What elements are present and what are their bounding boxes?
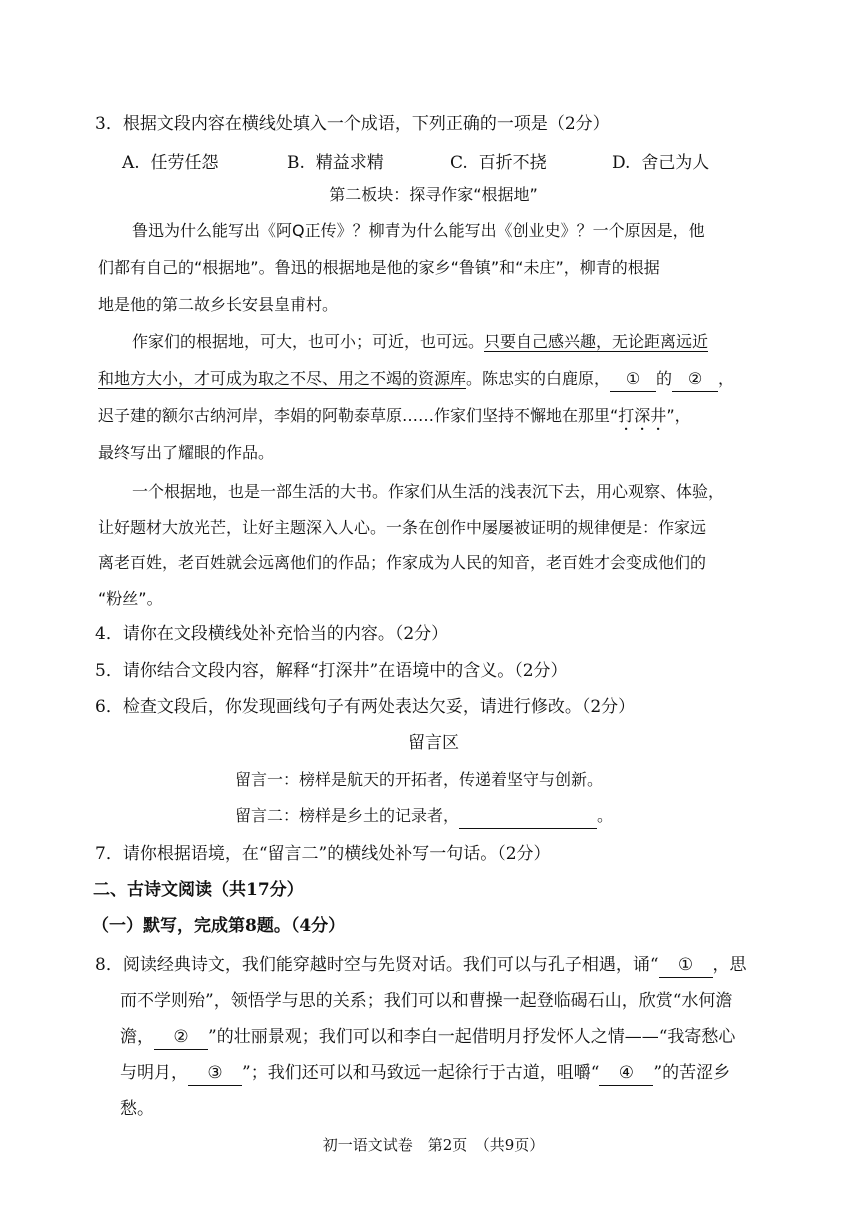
question-7: 7．请你根据语境，在“留言二”的横线处补写一句话。（2分） <box>95 844 551 864</box>
option-b: B. 精益求精 <box>287 153 384 173</box>
paragraph-3-line-3: 离老百姓，老百姓就会远离他们的作品；作家成为人民的知音，老百姓才会变成他们的 <box>98 553 707 572</box>
section-2-title: 第二板块：探寻作家“根据地” <box>329 185 538 204</box>
blank-1[interactable]: ① <box>610 367 656 392</box>
question-4: 4．请你在文段横线处补充恰当的内容。（2分） <box>95 624 449 644</box>
paragraph-3-line-4: “粉丝”。 <box>98 589 163 608</box>
question-8-line-3: 澹， ② ”的壮丽景观；我们可以和李白一起借明月抒发怀人之情——“我寄愁心 <box>120 1025 735 1050</box>
paragraph-3-line-1: 一个根据地，也是一部生活的大书。作家们从生活的浅表沉下去，用心观察、体验， <box>132 482 725 501</box>
blank-2[interactable]: ② <box>672 367 718 392</box>
message-2: 留言二：榜样是乡土的记录者， 。 <box>235 804 613 829</box>
underlined-sentence-part-2: 和地方大小，才可成为取之不尽、用之不竭的资源库 <box>98 369 467 388</box>
question-8-line-4: 与明月， ③ ”；我们还可以和马致远一起徐行于古道，咀嚼“ ④ ”的苦涩乡 <box>120 1061 730 1086</box>
question-8-line-1: 8．阅读经典诗文，我们能穿越时空与先贤对话。我们可以与孔子相遇，诵“ ① ，思 <box>95 953 747 978</box>
question-8-line-2: 而不学则殆”，领悟学与思的关系；我们可以和曹操一起登临碣石山，欣赏“水何澹 <box>120 991 733 1011</box>
paragraph-2-line-2: 和地方大小，才可成为取之不尽、用之不竭的资源库。陈忠实的白鹿原， ① 的 ② ， <box>98 367 734 392</box>
paragraph-1-line-3: 地是他的第二故乡长安县皇甫村。 <box>98 295 339 314</box>
paragraph-2-line-3: 迟子建的额尔古纳河岸，李娟的阿勒泰草原……作家们坚持不懈地在那里“打深井”， <box>98 406 691 425</box>
option-a: A. 任劳任怨 <box>122 153 219 173</box>
subsection-1-title: （一）默写，完成第8题。（4分） <box>92 916 346 936</box>
option-c: C. 百折不挠 <box>450 153 547 173</box>
part-2-title: 二、古诗文阅读（共17分） <box>93 880 304 900</box>
q8-blank-2[interactable]: ② <box>154 1025 208 1050</box>
option-d: D. 舍己为人 <box>612 153 710 173</box>
message-1: 留言一：榜样是航天的开拓者，传递着坚守与创新。 <box>235 770 604 789</box>
paragraph-1-line-1: 鲁迅为什么能写出《阿Q正传》？柳青为什么能写出《创业史》？一个原因是，他 <box>132 221 705 240</box>
paragraph-2-line-4: 最终写出了耀眼的作品。 <box>98 443 275 462</box>
question-8-line-5: 愁。 <box>120 1099 154 1119</box>
q8-blank-3[interactable]: ③ <box>188 1061 242 1086</box>
question-5: 5．请你结合文段内容，解释“打深井”在语境中的含义。（2分） <box>95 661 568 681</box>
paragraph-1-line-2: 们都有自己的“根据地”。鲁迅的根据地是他的家乡“鲁镇”和“未庄”，柳青的根据 <box>98 258 660 277</box>
question-6: 6．检查文段后，你发现画线句子有两处表达欠妥，请进行修改。（2分） <box>95 697 636 717</box>
message-board-title: 留言区 <box>408 733 459 753</box>
question-3-stem: 3．根据文段内容在横线处填入一个成语，下列正确的一项是（2分） <box>95 114 610 134</box>
q8-blank-1[interactable]: ① <box>659 953 713 978</box>
message-2-blank[interactable] <box>459 804 597 829</box>
paragraph-3-line-2: 让好题材大放光芒，让好主题深入人心。一条在创作中屡屡被证明的规律便是：作家远 <box>98 518 707 537</box>
page-footer: 初一语文试卷 第2页 （共9页） <box>322 1136 545 1154</box>
paragraph-2-line-1: 作家们的根据地，可大，也可小；可近，也可远。只要自己感兴趣，无论距离远近 <box>132 332 709 351</box>
q8-blank-4[interactable]: ④ <box>599 1061 653 1086</box>
emphasized-term: 打深井 <box>618 406 667 425</box>
underlined-sentence-part-1: 只要自己感兴趣，无论距离远近 <box>484 332 709 351</box>
